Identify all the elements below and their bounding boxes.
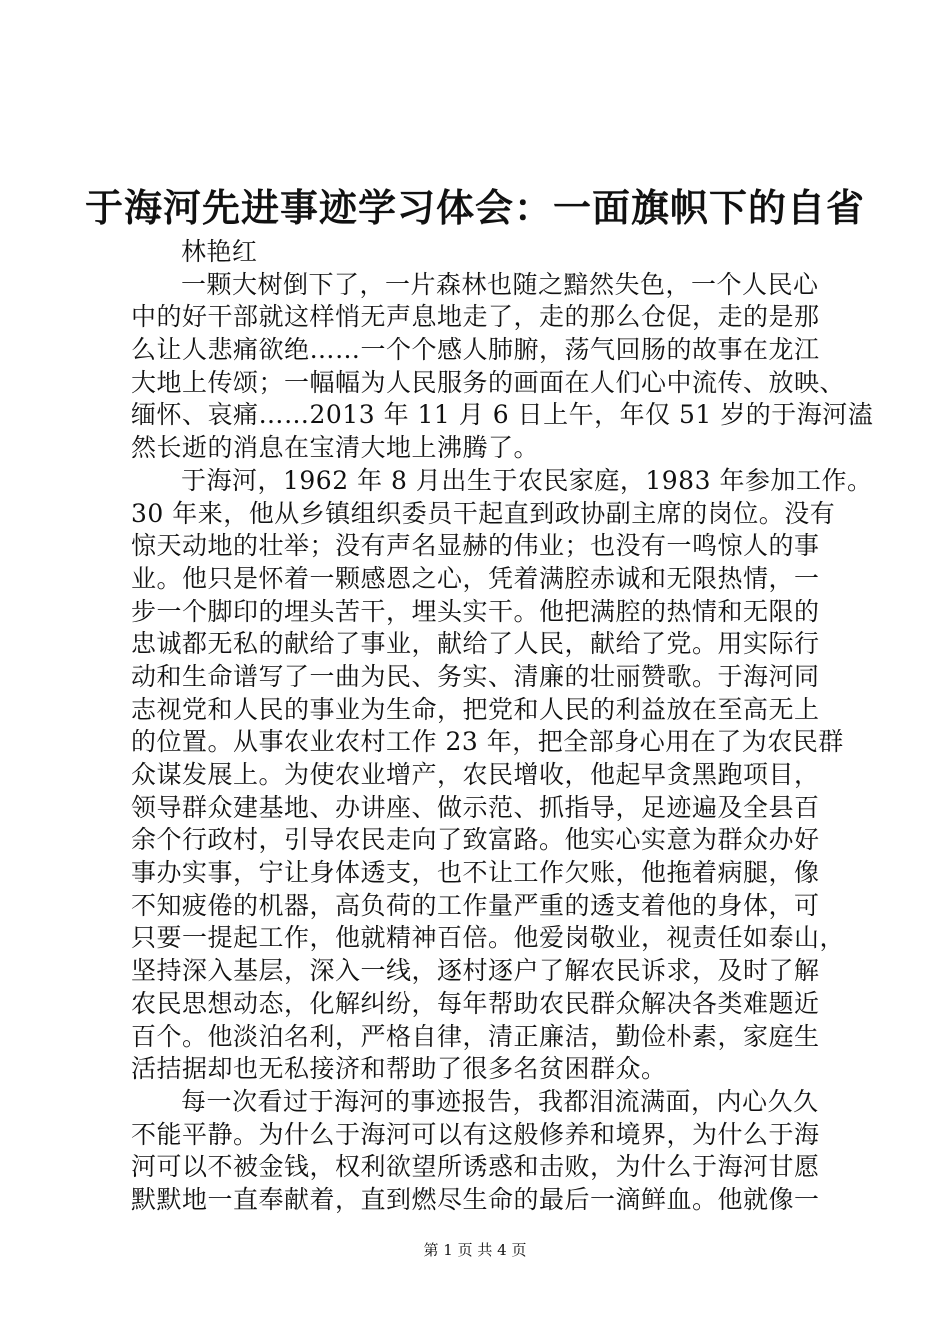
document-body (131, 236, 874, 1217)
text-line: 动和生命谱写了一曲为民、务实、清廉的壮丽赞歌。于海河同 (131, 661, 820, 691)
text-line: 每一次看过于海河的事迹报告，我都泪流满面，内心久久 (181, 1086, 819, 1116)
document-title: 于海河先进事迹学习体会：一面旗帜下的自省 (84, 186, 865, 230)
text-line: 步一个脚印的埋头苦干，埋头实干。他把满腔的热情和无限的 (131, 596, 820, 626)
text-line: 然长逝的消息在宝清大地上沸腾了。 (131, 433, 540, 463)
text-line: 一颗大树倒下了，一片森林也随之黯然失色，一个人民心 (181, 269, 819, 299)
text-line: 农民思想动态，化解纠纷，每年帮助农民群众解决各类难题近 (131, 988, 820, 1018)
text-line: 只要一提起工作，他就精神百倍。他爱岗敬业，视责任如泰山， (131, 923, 846, 953)
text-line: 不知疲倦的机器，高负荷的工作量严重的透支着他的身体，可 (131, 890, 820, 920)
text-line: 不能平静。为什么于海河可以有这般修养和境界，为什么于海 (131, 1119, 820, 1149)
text-line: 众谋发展上。为使农业增产，农民增收，他起早贪黑跑项目， (131, 760, 820, 789)
text-line: 业。他只是怀着一颗感恩之心，凭着满腔赤诚和无限热情，一 (131, 563, 820, 593)
text-line: 领导群众建基地、办讲座、做示范、抓指导，足迹遍及全县百 (131, 792, 820, 822)
text-line: 30 年来，他从乡镇组织委员干起直到政协副主席的岗位。没有 (131, 498, 836, 528)
text-line: 余个行政村，引导农民走向了致富路。他实心实意为群众办好 (131, 825, 820, 855)
text-line: 于海河，1962 年 8 月出生于农民家庭，1983 年参加工作。 (181, 465, 873, 495)
text-line: 河可以不被金钱，权利欲望所诱惑和击败，为什么于海河甘愿 (131, 1152, 820, 1182)
text-line: 缅怀、哀痛……2013 年 11 月 6 日上午，年仅 51 岁的于海河溘 (131, 400, 874, 430)
text-line: 大地上传颂；一幅幅为人民服务的画面在人们心中流传、放映、 (131, 367, 846, 397)
page-footer: 第 1 页 共 4 页 (423, 1241, 527, 1259)
text-line: 的位置。从事农业农村工作 23 年，把全部身心用在了为农民群 (131, 727, 844, 757)
text-line: 志视党和人民的事业为生命，把党和人民的利益放在至高无上 (131, 694, 820, 724)
text-line: 事办实事，宁让身体透支，也不让工作欠账，他拖着病腿，像 (131, 858, 820, 888)
text-line: 么让人悲痛欲绝……一个个感人肺腑，荡气回肠的故事在龙江 (131, 335, 820, 365)
text-line: 惊天动地的壮举；没有声名显赫的伟业；也没有一鸣惊人的事 (131, 531, 820, 561)
text-line: 默默地一直奉献着，直到燃尽生命的最后一滴鲜血。他就像一 (131, 1184, 820, 1214)
paragraph-lines (131, 269, 874, 1217)
text-line: 百个。他淡泊名利，严格自律，清正廉洁，勤俭朴素，家庭生 (131, 1021, 820, 1051)
text-line: 中的好干部就这样悄无声息地走了，走的那么仓促，走的是那 (131, 302, 820, 332)
text-line: 活拮据却也无私接济和帮助了很多名贫困群众。 (131, 1054, 667, 1084)
text-line: 忠诚都无私的献给了事业，献给了人民，献给了党。用实际行 (131, 629, 820, 659)
author-line: 林艳红 (181, 237, 258, 266)
text-line: 坚持深入基层，深入一线，逐村逐户了解农民诉求，及时了解 (131, 956, 820, 986)
